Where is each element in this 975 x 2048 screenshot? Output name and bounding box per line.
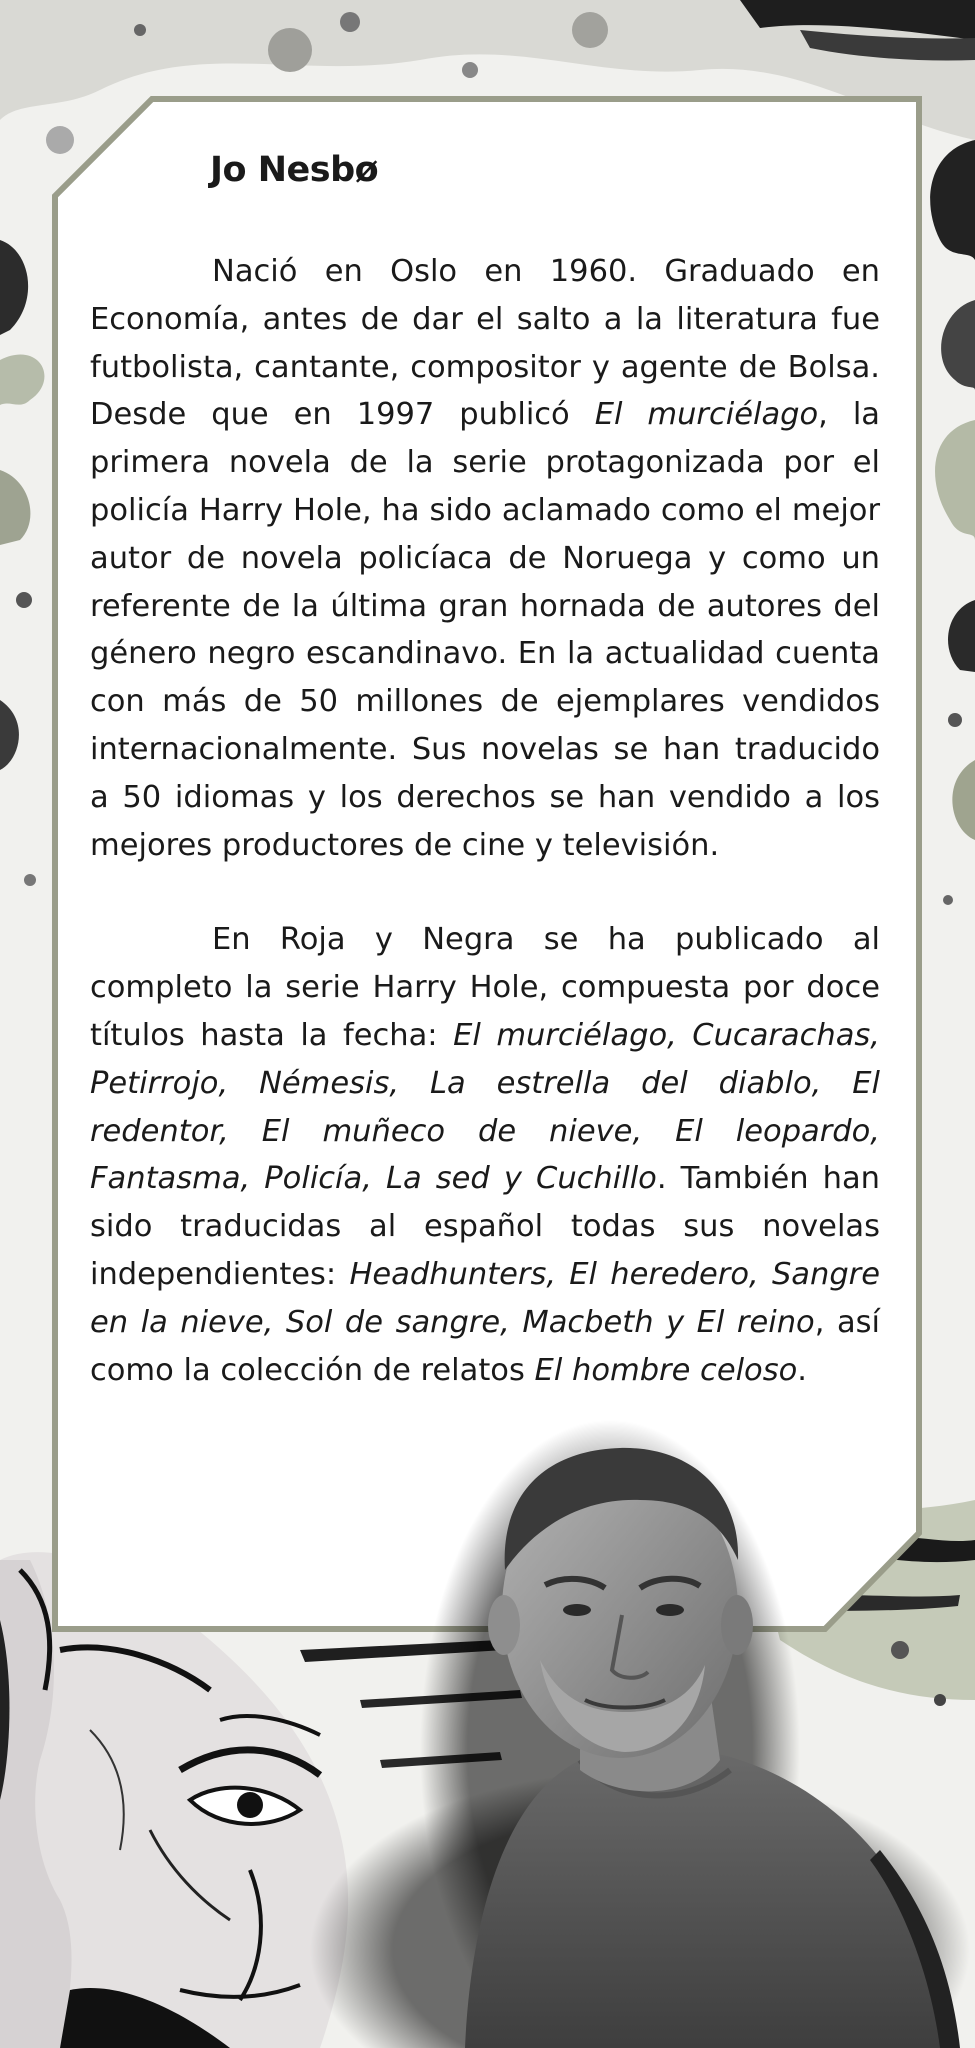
author-name: Jo Nesbø	[210, 150, 379, 190]
bio-p1-title: El murciélago	[594, 397, 819, 433]
bio-p2-text-c: . También han sido traducidas al español todas sus novelas independientes:	[90, 1161, 880, 1292]
bio-p1-text-c: , la primera novela de la serie protagonizada por el policía Harry Hole, ha sido aclamado como el mejor autor de novela policíaca de Noruega y como un referente de la última gran hornada de autores del género negro escandinavo. En la actualidad cuenta con más de 50 millones de ejemplares vendidos internacionalmente. Sus novelas se han traducido a 50 idiomas y los derechos se han vendido a los mejores productores de cine y televisión.	[90, 397, 880, 863]
bio-p2-story-collection: El hombre celoso	[534, 1352, 798, 1388]
bio-p2-text-e: , así como la colección de relatos	[90, 1304, 880, 1388]
bio-p2-series-titles: El murciélago, Cucarachas, Petirrojo, Némesis, La estrella del diablo, El redentor, El muñeco de nieve, El leopardo, Fantasma, Policía, La sed y Cuchillo	[90, 1017, 880, 1197]
bio-p2-text-a: En Roja y Negra se ha publicado al completo la serie Harry Hole, compuesta por doce títulos hasta la fecha:	[90, 922, 880, 1053]
bio-p2-standalone-titles: Headhunters, El heredero, Sangre en la nieve, Sol de sangre, Macbeth y El reino	[90, 1256, 880, 1340]
bio-p2-text-g: .	[797, 1352, 807, 1388]
bio-p1-text-a: Nació en Oslo en 1960. Graduado en Economía, antes de dar el salto a la literatura fue futbolista, cantante, compositor y agente de Bolsa. Desde que en 1997 publicó	[90, 254, 880, 433]
